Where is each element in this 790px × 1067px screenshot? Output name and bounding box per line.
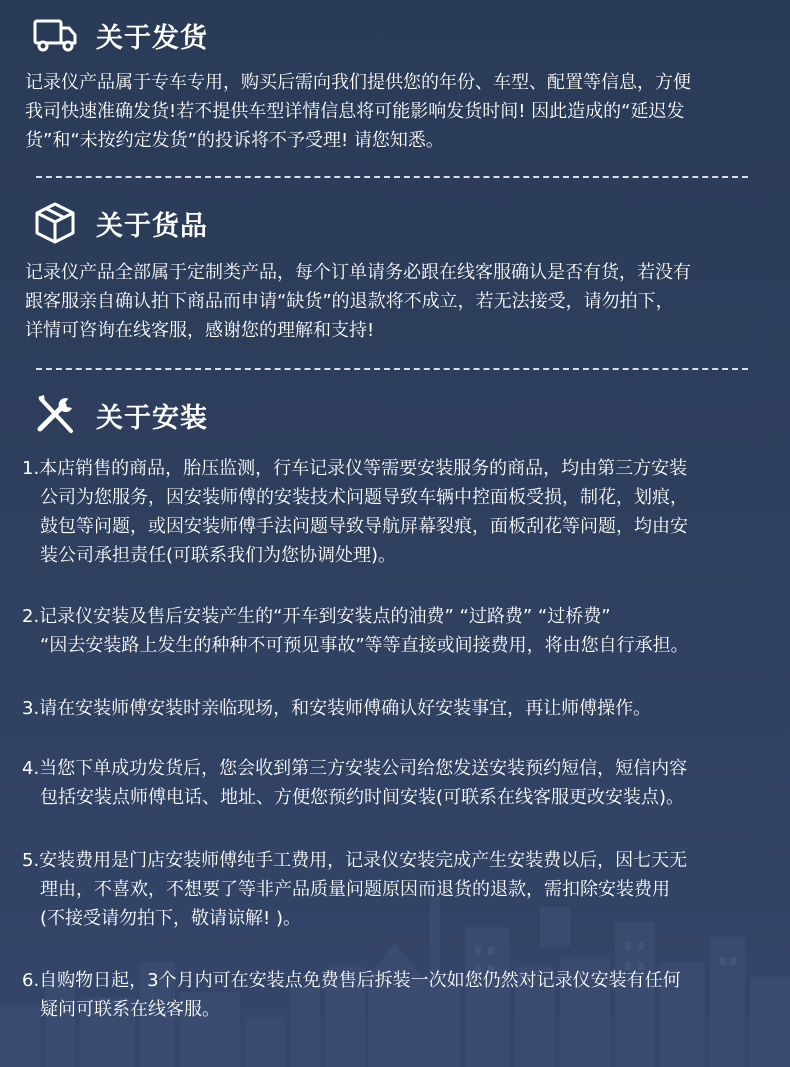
install-item-4 <box>22 754 772 812</box>
wrench-screwdriver-icon <box>30 392 80 438</box>
item-line: “因去安装路上发生的种种不可预见事故”等等直接或间接费用，将由您自行承担。 <box>40 635 689 656</box>
install-item-1 <box>22 454 772 570</box>
install-item-3 <box>22 694 772 723</box>
install-item-6 <box>22 966 772 1024</box>
section-header-installation <box>30 392 208 438</box>
item-line: 3.请在安装师傅安装时亲临现场，和安装师傅确认好安装事宜，再让师傅操作。 <box>22 698 652 719</box>
paragraph-line: 货”和“未按约定发货”的投诉将不予受理! 请您知悉。 <box>25 130 444 151</box>
item-line: 理由，不喜欢，不想要了等非产品质量问题原因而退货的退款，需扣除安装费用 <box>40 879 670 900</box>
item-line: 6.自购物日起，3个月内可在安装点免费售后拆装一次如您仍然对记录仪安装有任何 <box>22 970 681 991</box>
section-title: 关于发货 <box>96 22 208 54</box>
install-item-2 <box>22 602 772 660</box>
dashed-divider <box>36 176 748 178</box>
item-line: 疑问可联系在线客服。 <box>40 999 220 1020</box>
paragraph-line: 跟客服亲自确认拍下商品而申请“缺货”的退款将不成立，若无法接受，请勿拍下， <box>25 291 674 312</box>
truck-icon <box>30 12 80 58</box>
section-header-shipping <box>30 12 208 58</box>
paragraph-line: 我司快速准确发货!若不提供车型详情信息将可能影响发货时间! 因此造成的“延迟发 <box>25 101 685 122</box>
item-line: (不接受请勿拍下，敬请谅解! )。 <box>40 908 301 929</box>
item-line: 4.当您下单成功发货后，您会收到第三方安装公司给您发送安装预约短信，短信内容 <box>22 758 688 779</box>
item-line: 2.记录仪安装及售后安装产生的“开车到安装点的油费” “过路费” “过桥费” <box>22 606 611 627</box>
shipping-paragraph <box>25 68 770 155</box>
item-line: 1.本店销售的商品，胎压监测，行车记录仪等需要安装服务的商品，均由第三方安装 <box>22 458 688 479</box>
install-item-5 <box>22 846 772 933</box>
item-line: 公司为您服务，因安装师傅的安装技术问题导致车辆中控面板受损，制花，划痕， <box>40 487 688 508</box>
paragraph-line: 详情可咨询在线客服，感谢您的理解和支持! <box>25 320 375 341</box>
dashed-divider <box>36 368 748 370</box>
package-box-icon <box>30 200 80 246</box>
paragraph-line: 记录仪产品全部属于定制类产品，每个订单请务必跟在线客服确认是否有货，若没有 <box>25 262 691 283</box>
item-line: 鼓包等问题，或因安装师傅手法问题导致导航屏幕裂痕，面板刮花等问题，均由安 <box>40 516 688 537</box>
section-title: 关于货品 <box>96 210 208 242</box>
section-header-goods <box>30 200 208 246</box>
item-line: 装公司承担责任(可联系我们为您协调处理)。 <box>40 545 397 566</box>
section-title: 关于安装 <box>96 402 208 434</box>
paragraph-line: 记录仪产品属于专车专用，购买后需向我们提供您的年份、车型、配置等信息，方便 <box>25 72 691 93</box>
item-line: 包括安装点师傅电话、地址、方便您预约时间安装(可联系在线客服更改安装点)。 <box>40 787 685 808</box>
item-line: 5.安装费用是门店安装师傅纯手工费用，记录仪安装完成产生安装费以后，因七天无 <box>22 850 688 871</box>
goods-paragraph <box>25 258 770 345</box>
